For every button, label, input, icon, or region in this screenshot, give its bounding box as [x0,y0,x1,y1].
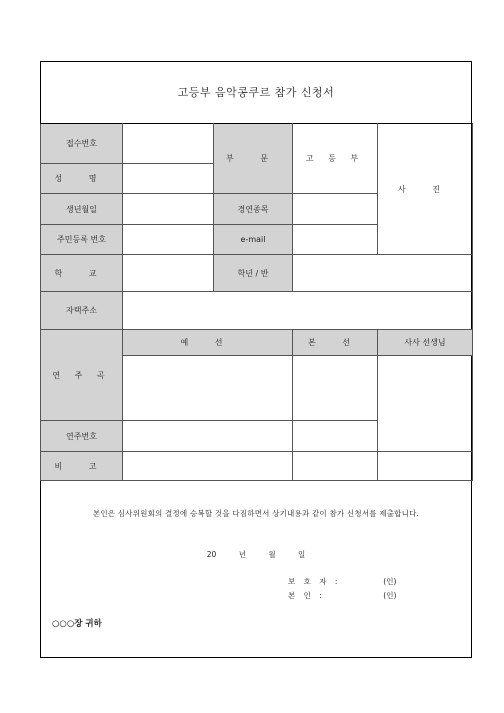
school-field[interactable] [123,255,214,292]
division-label: 부 문 [214,124,293,194]
teacher-header: 사사 선생님 [378,330,473,356]
guardian-seal[interactable]: (인) [383,577,397,586]
remarks-field-3[interactable] [378,452,473,481]
career-label: 경연종목 [214,194,293,225]
grade-label: 학년 / 반 [214,255,293,292]
remarks-field-2[interactable] [293,452,378,481]
date-year: 20 [206,550,217,559]
prelim-header: 예 선 [123,330,293,356]
applicant-seal[interactable]: (인) [383,591,397,600]
name-label: 성 명 [41,164,123,194]
applicant-signature [288,590,396,601]
teacher-field[interactable] [378,356,473,452]
address-label: 자택주소 [41,292,123,330]
application-form-table [40,123,473,481]
career-field[interactable] [293,194,378,225]
resident-no-label: 주민등록 번호 [41,225,123,255]
applicant-label: 본 인 : [288,591,325,600]
remarks-label: 비 고 [41,452,123,481]
birth-field[interactable] [123,194,214,225]
name-field[interactable] [123,164,214,194]
receipt-no-field[interactable] [123,124,214,164]
final-piece-field[interactable] [293,356,378,421]
email-label: e-mail [214,225,293,255]
remarks-field-1[interactable] [123,452,293,481]
resident-no-field[interactable] [123,225,214,255]
school-label: 학 교 [41,255,123,292]
email-field[interactable] [293,225,378,255]
address-field[interactable] [123,292,473,330]
date-year-unit: 년 [238,550,246,559]
final-perf-no-field[interactable] [293,421,378,452]
receipt-no-label: 접수번호 [41,124,123,164]
date-line [40,549,472,560]
photo-box: 사 진 [378,124,473,255]
form-title: 고등부 음악콩쿠르 참가 신청서 [177,86,335,99]
final-header: 본 선 [293,330,378,356]
pledge-text: 본인은 심사위원회의 결정에 승복할 것을 다짐하면서 상기내용과 같이 참가 신청서를 제출합니다. [92,509,420,518]
date-month-unit: 월 [268,550,276,559]
addressee: ○○○장 귀하 [52,619,102,629]
birth-label: 생년월일 [41,194,123,225]
perf-no-label: 연주번호 [41,421,123,452]
date-day-unit: 일 [297,550,306,559]
prelim-perf-no-field[interactable] [123,421,293,452]
grade-field[interactable] [293,255,473,292]
guardian-signature [288,576,396,587]
prelim-piece-field[interactable] [123,356,293,421]
piece-label: 연 주 곡 [41,330,123,421]
division-value: 고 등 부 [293,124,378,194]
guardian-label: 보 호 자 : [288,577,341,586]
